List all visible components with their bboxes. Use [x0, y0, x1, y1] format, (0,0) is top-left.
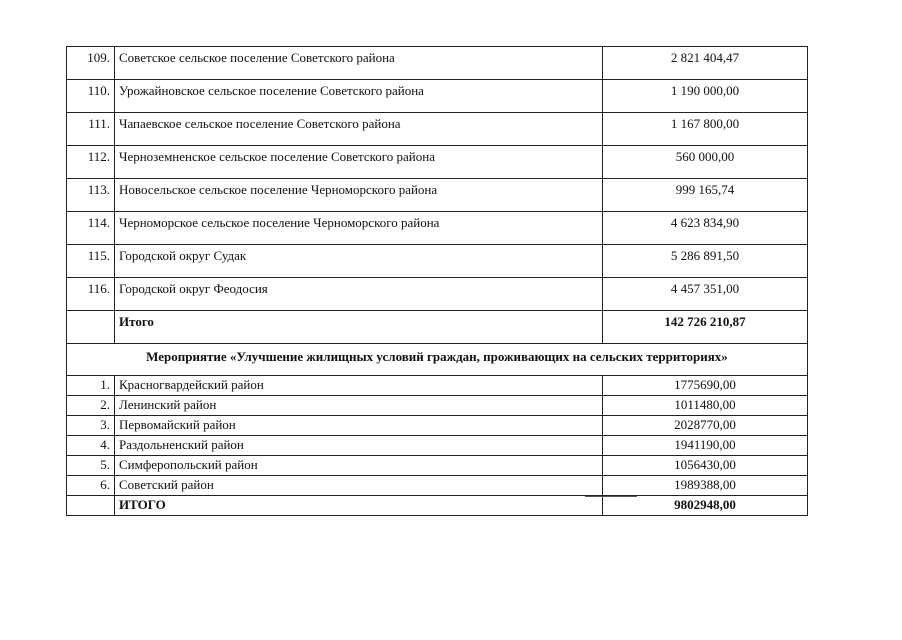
table-row	[67, 278, 808, 311]
row-amount: 4 457 351,00	[603, 278, 808, 311]
row-amount: 1 190 000,00	[603, 80, 808, 113]
row-amount: 1056430,00	[603, 456, 808, 476]
total-amount: 9802948,00	[603, 496, 808, 516]
table-row	[67, 179, 808, 212]
row-number: 112.	[67, 146, 115, 179]
section-heading: Мероприятие «Улучшение жилищных условий граждан, проживающих на сельских территориях»	[67, 344, 808, 376]
row-number: 116.	[67, 278, 115, 311]
row-name: Черноземненское сельское поселение Советского района	[115, 146, 603, 179]
funding-table	[66, 46, 808, 516]
row-amount: 4 623 834,90	[603, 212, 808, 245]
section-heading-row	[67, 344, 808, 376]
table-row	[67, 416, 808, 436]
row-name: Раздольненский район	[115, 436, 603, 456]
row-number: 115.	[67, 245, 115, 278]
row-number: 2.	[67, 396, 115, 416]
row-amount: 1989388,00	[603, 476, 808, 496]
table-row	[67, 456, 808, 476]
row-amount: 1 167 800,00	[603, 113, 808, 146]
row-amount: 5 286 891,50	[603, 245, 808, 278]
row-name: Городской округ Феодосия	[115, 278, 603, 311]
row-number: 3.	[67, 416, 115, 436]
total-amount: 142 726 210,87	[603, 311, 808, 344]
table-row	[67, 376, 808, 396]
row-number: 1.	[67, 376, 115, 396]
row-number: 6.	[67, 476, 115, 496]
row-name: Симферопольский район	[115, 456, 603, 476]
row-name: Городской округ Судак	[115, 245, 603, 278]
table-row	[67, 476, 808, 496]
row-name: Новосельское сельское поселение Черноморского района	[115, 179, 603, 212]
row-name: Первомайский район	[115, 416, 603, 436]
row-amount: 1941190,00	[603, 436, 808, 456]
table-row	[67, 245, 808, 278]
table-row	[67, 47, 808, 80]
row-name: Урожайновское сельское поселение Советского района	[115, 80, 603, 113]
row-name: Черноморское сельское поселение Черноморского района	[115, 212, 603, 245]
row-name: Ленинский район	[115, 396, 603, 416]
table-row	[67, 146, 808, 179]
row-name: Советское сельское поселение Советского района	[115, 47, 603, 80]
table-row	[67, 436, 808, 456]
row-amount: 560 000,00	[603, 146, 808, 179]
divider-line	[585, 496, 637, 497]
row-number: 113.	[67, 179, 115, 212]
total-label: Итого	[115, 311, 603, 344]
row-amount: 2 821 404,47	[603, 47, 808, 80]
row-amount: 999 165,74	[603, 179, 808, 212]
table-row	[67, 80, 808, 113]
row-number-empty	[67, 311, 115, 344]
row-name: Советский район	[115, 476, 603, 496]
row-number: 111.	[67, 113, 115, 146]
table-row	[67, 113, 808, 146]
row-name: Чапаевское сельское поселение Советского района	[115, 113, 603, 146]
total-label: ИТОГО	[115, 496, 603, 516]
row-number: 4.	[67, 436, 115, 456]
total-row	[67, 496, 808, 516]
table-row	[67, 212, 808, 245]
row-number: 5.	[67, 456, 115, 476]
row-number: 114.	[67, 212, 115, 245]
row-number: 109.	[67, 47, 115, 80]
row-amount: 1011480,00	[603, 396, 808, 416]
row-number-empty	[67, 496, 115, 516]
row-number: 110.	[67, 80, 115, 113]
total-row	[67, 311, 808, 344]
table-row	[67, 396, 808, 416]
row-amount: 1775690,00	[603, 376, 808, 396]
row-amount: 2028770,00	[603, 416, 808, 436]
row-name: Красногвардейский район	[115, 376, 603, 396]
